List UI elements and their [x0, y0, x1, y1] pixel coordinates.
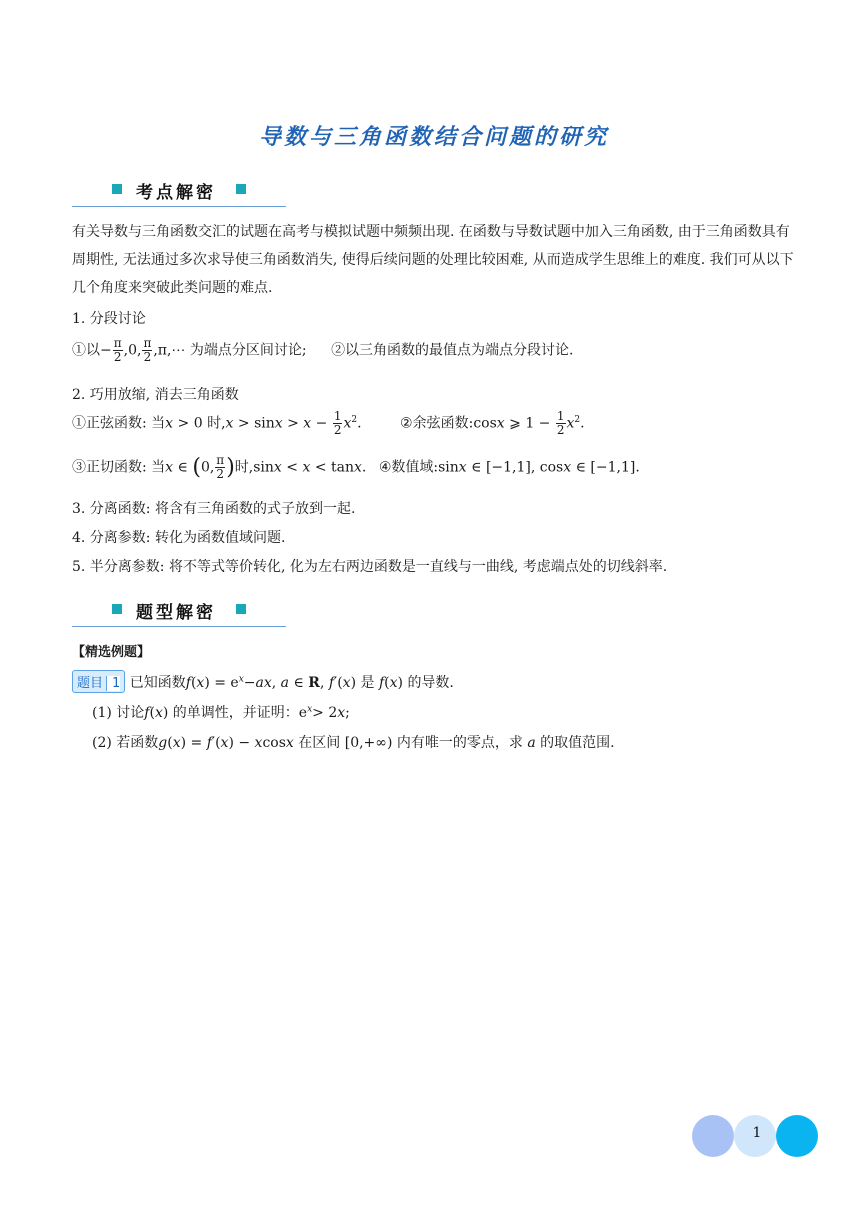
square-icon — [236, 184, 246, 194]
problem-stem: 题目 1 已知函数$f(x) = e^x-ax$, a ∈ R, f′(x) 是 f(x) 的导数. — [72, 670, 454, 693]
divider — [72, 626, 286, 627]
list-item-2: 2. 巧用放缩, 消去三角函数 — [72, 387, 239, 403]
problem-part-2: (2) 若函数g(x) = f′(x) − xcosx 在区间 [0,+∞) 内有唯一的零点，求 a 的取值范围. — [92, 735, 615, 751]
section-title: 题型解密 — [136, 603, 216, 623]
list-item-5: 5. 半分离参数: 将不等式等价转化, 化为左右两边函数是一直线与一曲线, 考虑端点处的切线斜率. — [72, 559, 668, 575]
list-item-2c: ③正切函数: 当x ∈ (0, $\frac{\pi}{2}$ )时,sinx < x < tanx. ④数值域:sinx ∈ [−1,1], cosx ∈ [−1,1]. — [72, 453, 640, 481]
examples-label: 【精选例题】 — [72, 645, 151, 660]
square-icon — [112, 184, 122, 194]
section-header-tixing — [72, 595, 286, 627]
page-decoration-circle — [692, 1115, 734, 1157]
square-icon — [112, 604, 122, 614]
list-item-1a: ①以− $\frac{\pi}{2}$ ,0, $\frac{\pi}{2}$ ,π,⋯ 为端点分区间讨论; ②以三角函数的最值点为端点分段讨论. — [72, 336, 574, 364]
page-number: 1 — [752, 1125, 762, 1141]
problem-part-1: (1) 讨论f(x) 的单调性，并证明：$e^x> 2x$; — [92, 704, 350, 721]
intro-paragraph: 有关导数与三角函数交汇的试题在高考与模拟试题中频频出现. 在函数与导数试题中加入三角函数, 由于三角函数具有周期性, 无法通过多次求导使三角函数消失, 使得后续问题的处理比较困难, 从而造成学生思维上的难度. 我们可从以下几个角度来突破此类问题的难点. — [72, 224, 794, 296]
list-item-1: 1. 分段讨论 — [72, 311, 146, 327]
list-item-3: 3. 分离函数: 将含有三角函数的式子放到一起. — [72, 501, 356, 517]
problem-badge: 题目 1 — [72, 670, 125, 693]
list-item-4: 4. 分离参数: 转化为函数值域问题. — [72, 530, 286, 546]
list-item-2a: ①正弦函数: 当x > 0 时,x > sinx > x − $\frac{1}{2}$ $x^2$. ②余弦函数:cosx ⩾ 1 − $\frac{1}{2}$ $x^2$. — [72, 409, 585, 437]
page-decoration-circle — [776, 1115, 818, 1157]
section-header-kaodian — [72, 175, 286, 207]
square-icon — [236, 604, 246, 614]
page-title: 导数与三角函数结合问题的研究 — [258, 124, 609, 150]
section-title: 考点解密 — [136, 183, 216, 203]
divider — [72, 206, 286, 207]
